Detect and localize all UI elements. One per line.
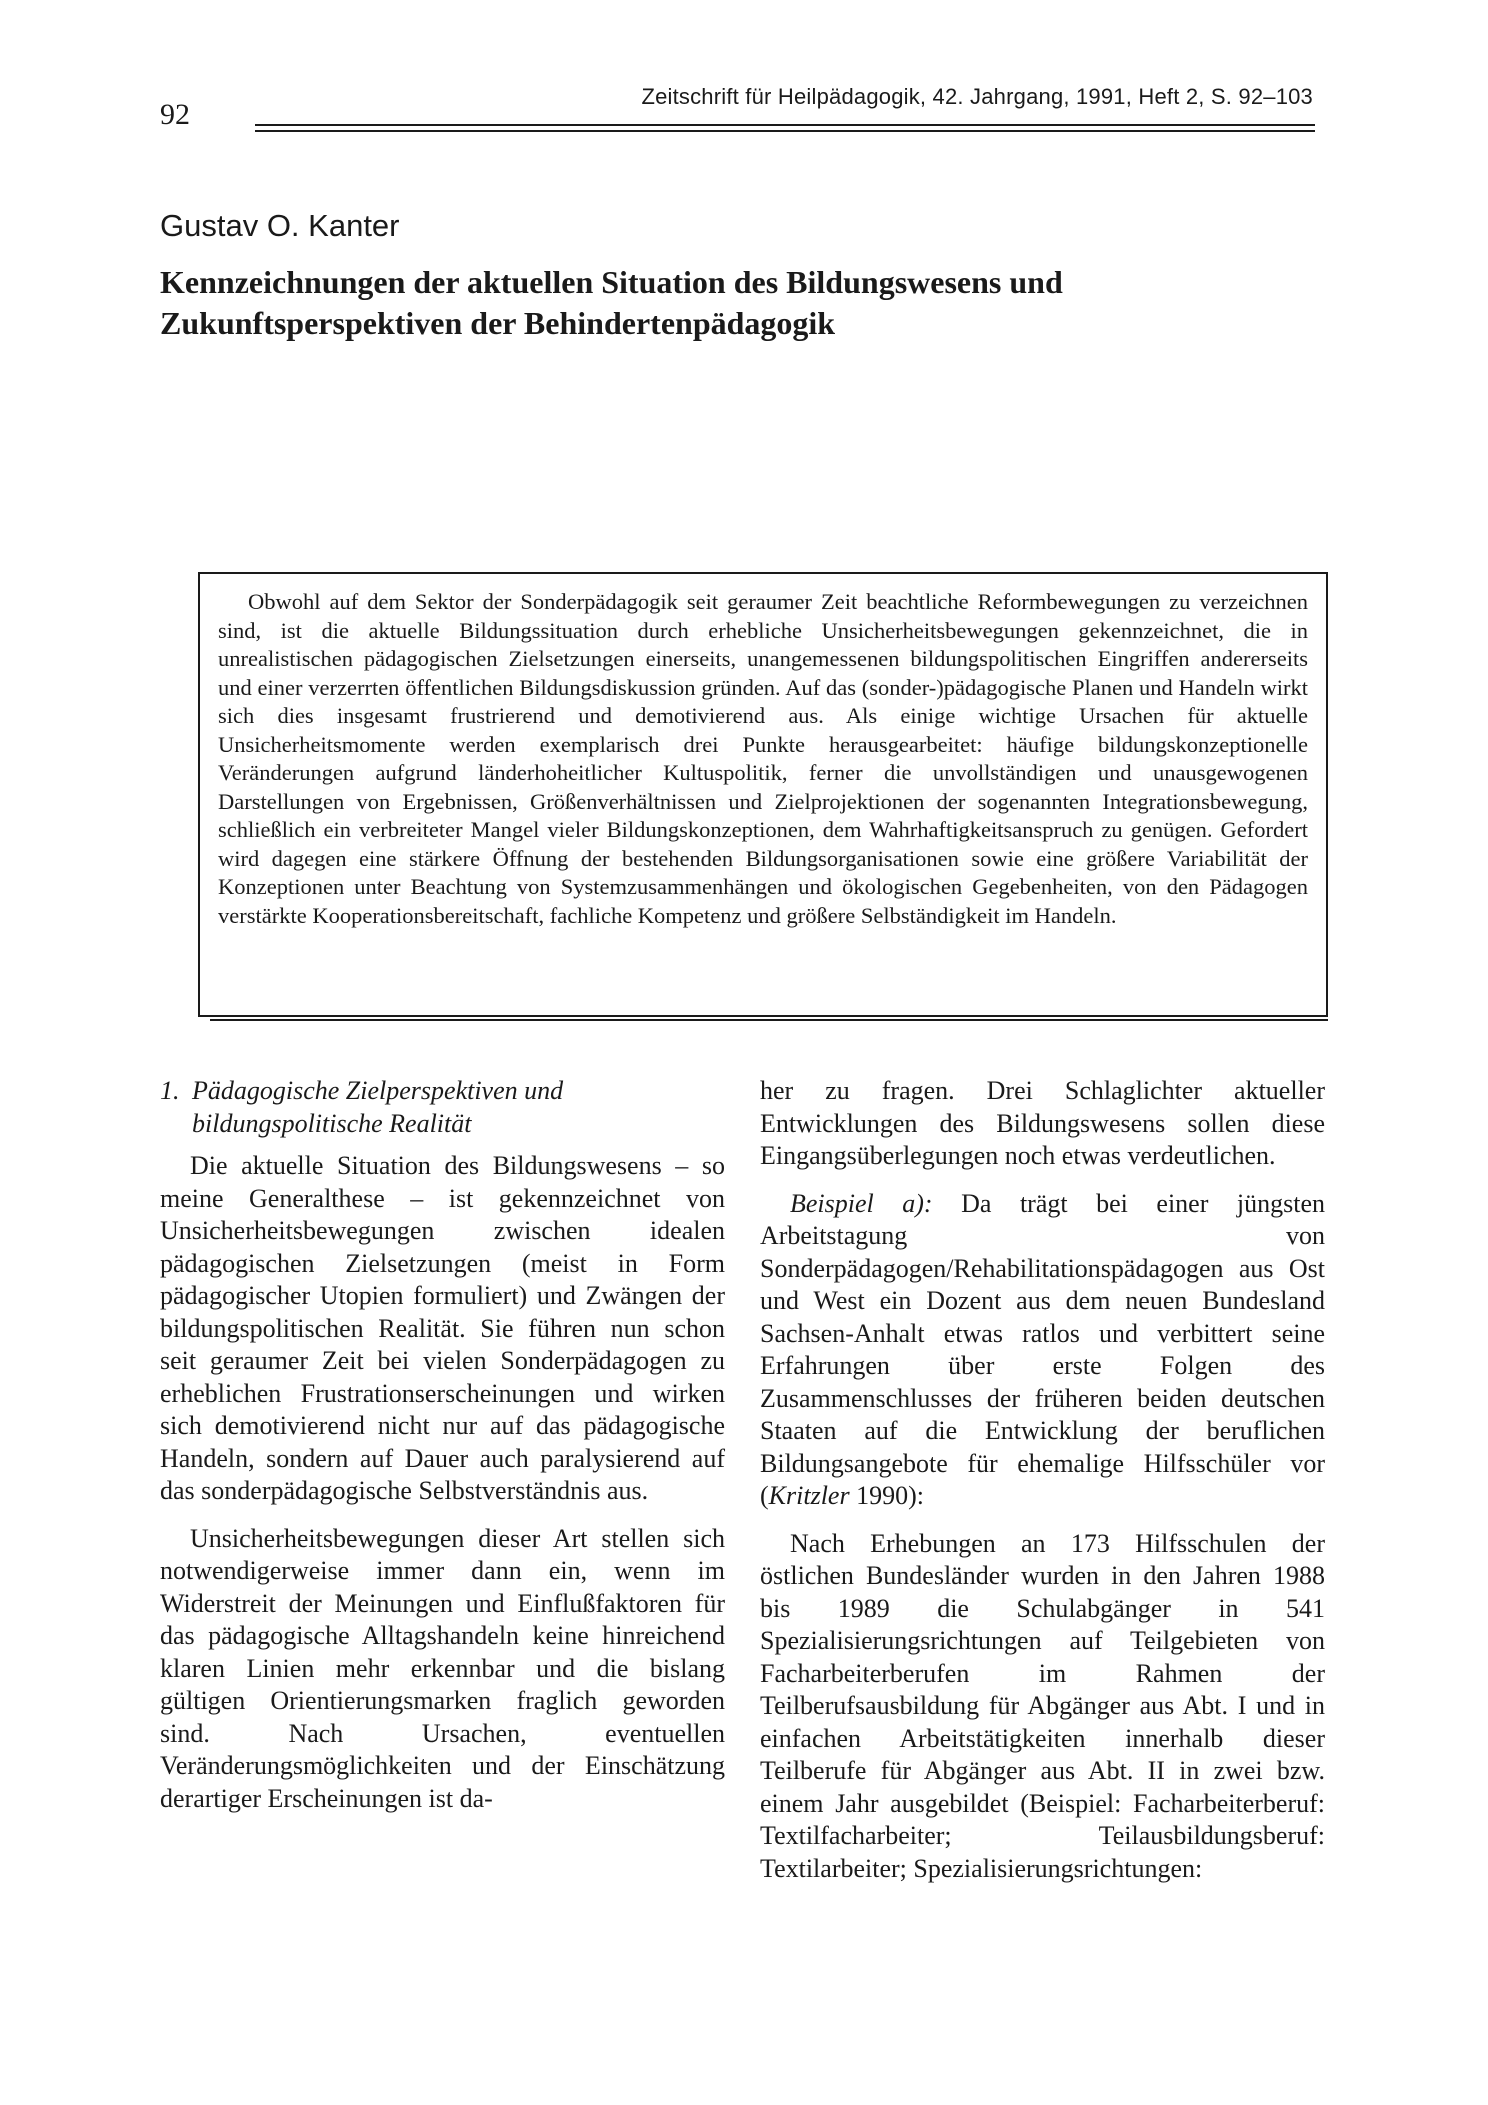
abstract-text: Obwohl auf dem Sektor der Sonderpädagogik seit geraumer Zeit beachtliche Reformbewegungen zu verzeichnen sind, ist die aktuelle Bildungssituation durch erhebliche Unsicherheitsbewegungen gekennzeichnet, die in unrealistischen pädagogischen Zielsetzungen einerseits, unangemessenen bildungspolitischen Eingriffen andererseits und einer verzerrten öffentlichen Bildungsdiskussion gründen. Auf das (sonder-)pädagogische Planen und Handeln wirkt sich dies insgesamt frustrierend und demotivierend aus. Als einige wichtige Ursachen für aktuelle Unsicherheitsmomente werden exemplarisch drei Punkte herausgearbeitet: häufige bildungskonzeptionelle Veränderungen aufgrund länderhoheitlicher Kultuspolitik, ferner die unvollständigen und unausgewogenen Darstellungen von Ergebnissen, Größenverhältnissen und Zielprojektionen der sogenannten Integrationsbewegung, schließlich ein verbreiteter Mangel vieler Bildungskonzeptionen, dem Wahrhaftigkeitsanspruch zu genügen. Gefordert wird dagegen eine stärkere Öffnung der bestehenden Bildungsorganisationen sowie eine größere Variabilität der Konzeptionen unter Beachtung von Systemzusammenhängen und ökologischen Gegebenheiten, von den Pädagogen verstärkte Kooperationsbereitschaft, fachliche Kompetenz und größere Selbständigkeit im Handeln.	[218, 589, 1308, 928]
right-paragraph-3: Nach Erhebungen an 173 Hilfsschulen der östlichen Bundesländer wurden in den Jahren 1988 bis 1989 die Schulabgänger in 541 Spezialisierungsrichtungen auf Teilgebieten von Facharbeiterberufen im Rahmen der Teilberufsausbildung für Abgänger aus Abt. I und in einfachen Arbeitstätigkeiten innerhalb dieser Teilberufe für Abgänger aus Abt. II in zwei bzw. einem Jahr ausgebildet (Beispiel: Facharbeiterberuf: Textilfacharbeiter; Teilausbildungsberuf: Textilarbeiter; Spezialisierungsrichtungen:	[760, 1528, 1325, 1883]
left-column	[160, 1075, 725, 1830]
section-heading	[160, 1075, 725, 1140]
citation-author: Kritzler	[768, 1481, 850, 1510]
article-title	[160, 262, 1360, 344]
author-name: Gustav O. Kanter	[160, 208, 400, 243]
header-rule-top	[255, 124, 1315, 126]
right-column	[760, 1075, 1325, 1900]
title-line-2: Zukunftsperspektiven der Behindertenpädagogik	[160, 305, 836, 341]
page-number: 92	[160, 98, 190, 131]
section-number: 1.	[160, 1076, 180, 1105]
section-title: Pädagogische Zielperspektiven und bildungspolitische Realität	[192, 1076, 564, 1138]
journal-citation: Zeitschrift für Heilpädagogik, 42. Jahrgang, 1991, Heft 2, S. 92–103	[641, 84, 1313, 109]
citation-year: 1990):	[849, 1481, 924, 1510]
left-paragraph-2: Unsicherheitsbewegungen dieser Art stellen sich notwendigerweise immer dann ein, wenn im Widerstreit der Meinungen und Einflußfaktoren für das pädagogische Alltagshandeln keine hinreichend klaren Linien mehr erkennbar und die bislang gültigen Orientierungsmarken fraglich geworden sind. Nach Ursachen, eventuellen Veränderungsmöglichkeiten und der Einschätzung derartiger Erscheinungen ist da-	[160, 1523, 725, 1813]
right-paragraph-1: her zu fragen. Drei Schlaglichter aktueller Entwicklungen des Bildungswesens sollen diese Eingangsüberlegungen noch etwas verdeutlichen.	[760, 1076, 1325, 1170]
header-rule-bottom	[255, 130, 1315, 132]
example-text: Da trägt bei einer jüngsten Arbeitstagung von Sonderpädagogen/Rehabilitationspädagogen aus Ost und West ein Dozent aus dem neuen Bundesland Sachsen-Anhalt etwas ratlos und verbittert seine Erfahrungen über erste Folgen des Zusammenschlusses der früheren beiden deutschen Staaten auf die Entwicklung der beruflichen Bildungsangebote für ehemalige Hilfsschüler vor (	[760, 1188, 1325, 1510]
title-line-1: Kennzeichnungen der aktuellen Situation des Bildungswesens und	[160, 264, 1063, 300]
left-paragraph-1: Die aktuelle Situation des Bildungswesens – so meine Generalthese – ist gekennzeichnet von Unsicherheitsbewegungen zwischen idealen pädagogischen Zielsetzungen (meist in Form pädagogischer Utopien formuliert) und Zwängen der bildungspolitischen Realität. Sie führen nun schon seit geraumer Zeit bei vielen Sonderpädagogen zu erheblichen Frustrationserscheinungen und wirken sich demotivierend nicht nur auf das pädagogische Handeln, sondern auf Dauer auch paralysierend auf das sonderpädagogische Selbstverständnis aus.	[160, 1151, 725, 1505]
right-paragraph-2	[760, 1188, 1325, 1513]
abstract-box	[198, 572, 1328, 1017]
example-label: Beispiel a):	[790, 1188, 933, 1218]
